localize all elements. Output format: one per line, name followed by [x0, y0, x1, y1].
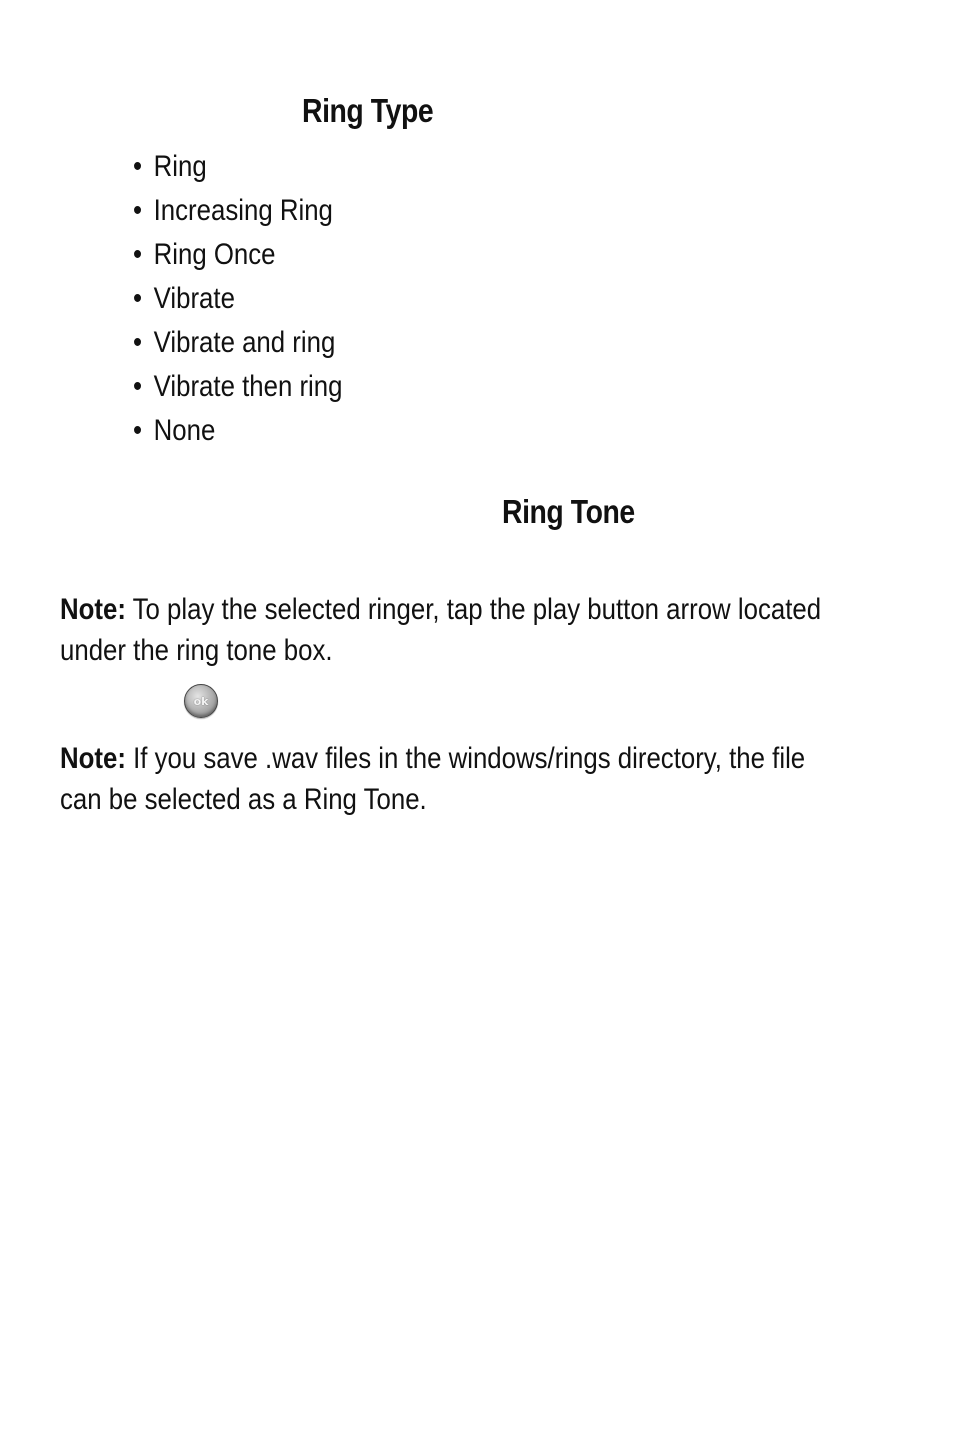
bullet-icon: •	[133, 282, 143, 315]
play-ringer-note	[60, 589, 851, 671]
ok-button-icon: ok	[184, 684, 218, 718]
list-item: • Increasing Ring	[133, 194, 333, 227]
list-item: • None	[133, 414, 216, 447]
note-label: Note:	[60, 593, 126, 626]
note-label: Note:	[60, 742, 126, 775]
list-item: • Vibrate	[133, 282, 235, 315]
list-item: • Ring Once	[133, 238, 276, 271]
bullet-icon: •	[133, 370, 143, 403]
bullet-icon: •	[133, 414, 143, 447]
ring-type-list	[133, 150, 377, 458]
bullet-icon: •	[133, 326, 143, 359]
bullet-icon: •	[133, 194, 143, 227]
note-text: If you save .wav files in the windows/rings directory, the file can be selected as a Ring Tone.	[60, 742, 806, 816]
list-item: • Vibrate then ring	[133, 370, 343, 403]
list-item: • Vibrate and ring	[133, 326, 336, 359]
wav-files-note	[60, 738, 851, 820]
note-text: To play the selected ringer, tap the play button arrow located under the ring tone box.	[60, 593, 822, 667]
bullet-icon: •	[133, 238, 143, 271]
list-item: • Ring	[133, 150, 207, 183]
bullet-icon: •	[133, 150, 143, 183]
ring-type-heading: Ring Type	[302, 92, 434, 129]
ring-tone-heading: Ring Tone	[502, 493, 635, 530]
